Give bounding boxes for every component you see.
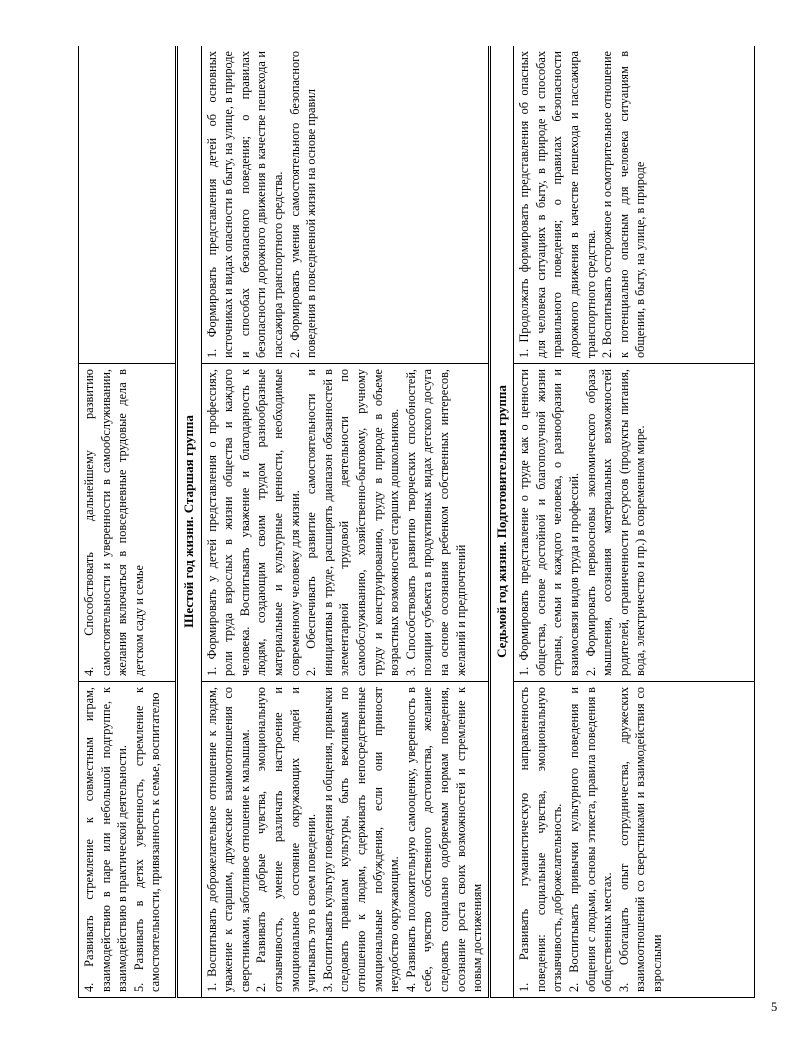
table-row-senior [201,46,489,998]
cell-labor-prep [514,364,755,682]
section-title-prep: Седьмой год жизни. Подготовительная группа [489,46,514,998]
list-item: 4. Способствовать дальнейшему развитию самостоятельности и уверенности в самообслуживании, желания включаться в повседневные трудовые дела в детском саду и семье [82,369,146,676]
cell-social-top [79,682,177,998]
section-title-row-prep [489,46,514,998]
list-item: 1. Формировать у детей представления о профессиях, роли труда взрослых в жизни общества и каждого человека. Воспитывать уважение и благодарность к людям, создающим своим трудом разнообразные материальные и культурные ценности, необходимые современному человеку для жизни. [204,369,302,676]
landscape-table-wrapper [78,46,755,998]
cell-safety-senior [201,46,489,364]
list-item: 3. Обогащать опыт сотрудничества, дружеских взаимоотношений со сверстниками и взаимодействия со взрослыми [616,687,665,992]
list-item: 3. Воспитывать культуру поведения и общения, привычки следовать правилам культуры, быть вежливым по отношению к людям, сдерживать непосредственные эмоциональные побуждения, если они приносят неудобство окружающим. [320,687,402,992]
list-item: 1. Продолжать формировать представления об опасных для человека ситуациях в быту, в природе и способах правильного поведения; о правилах безопасности дорожного движения в качестве пешехода и пассажира транспортного средства. [517,51,598,358]
list-item: 1. Развивать гуманистическую направленность поведения: социальные чувства, эмоциональную отзывчивость, доброжелательность. [517,687,565,992]
list-item: 4. Развивать стремление к совместным играм, взаимодействию в паре или небольшой подгруппе, к взаимодействию в практической деятельности. [82,687,130,992]
table-row-prep [514,46,755,998]
cell-safety-prep [514,46,755,364]
list-item: 1. Воспитывать доброжелательное отношение к людям, уважение к старшим, дружеские взаимоотношения со сверстниками, заботливое отношение к малышам. [204,687,252,992]
list-item: 2. Обеспечивать развитие самостоятельности и инициативы в труде, расширять диапазон обязанностей в элементарной трудовой деятельности по самообслуживанию, хозяйственно-бытовому, ручному труду и конструированию, труду в природе в объеме возрастных возможностей старших дошкольников. [304,369,402,676]
section-title-row-senior [177,46,202,998]
list-item: 1. Формировать представление о труде как о ценности общества, основе достойной и благополучной жизни страны, семьи и каждого человека, о разнообразии и взаимосвязи видов труда и профессий. [517,369,582,676]
list-item: 1. Формировать представления детей об основных источниках и видах опасности в быту, на улице, в природе и способах безопасного поведения; о правилах безопасности дорожного движения в качестве пешехода и пассажира транспортного средства. [204,51,285,358]
section-title-senior: Шестой год жизни. Старшая группа [177,46,202,998]
list-item: 2. Формировать первоосновы экономического образа мышления, осознания материальных возможностей родителей, ограниченности ресурсов (продукты питания, вода, электричество и пр.) в современном мире. [583,369,648,676]
list-item: 2. Воспитывать привычки культурного поведения и общения с людьми, основы этикета, правила поведения в общественных местах. [567,687,615,992]
goals-table [78,46,755,998]
cell-social-senior [201,682,489,998]
cell-social-prep [514,682,755,998]
cell-labor-top [79,364,177,682]
page-number: 5 [771,1000,778,1014]
cell-safety-top [79,46,177,364]
rotated-page [78,46,755,998]
list-item: 2. Воспитывать осторожное и осмотрительное отношение к потенциально опасным для человека ситуациям в общении, в быту, на улице, в природе [600,51,648,358]
list-item: 2. Развивать добрые чувства, эмоциональную отзывчивость, умение различать настроение и эмоциональное состояние окружающих людей и учитывать это в своем поведении. [254,687,319,992]
list-item: 2. Формировать умения самостоятельного безопасного поведения в повседневной жизни на основе правил [287,51,319,358]
list-item: 5. Развивать в детях уверенность, стремление к самостоятельности, привязанность к семье, воспитателю [131,687,163,992]
list-item: 4. Развивать положительную самооценку, уверенность в себе, чувство собственного достоинства, желание следовать социально одобряемым нормам поведения, осознание роста своих возможностей и стремление к новым достижениям [403,687,485,992]
table-row-top [79,46,177,998]
cell-labor-senior [201,364,489,682]
list-item: 3. Способствовать развитию творческих способностей, позиции субъекта в продуктивных видах детского досуга на основе осознания ребенком собственных интересов, желаний и предпочтений [403,369,468,676]
